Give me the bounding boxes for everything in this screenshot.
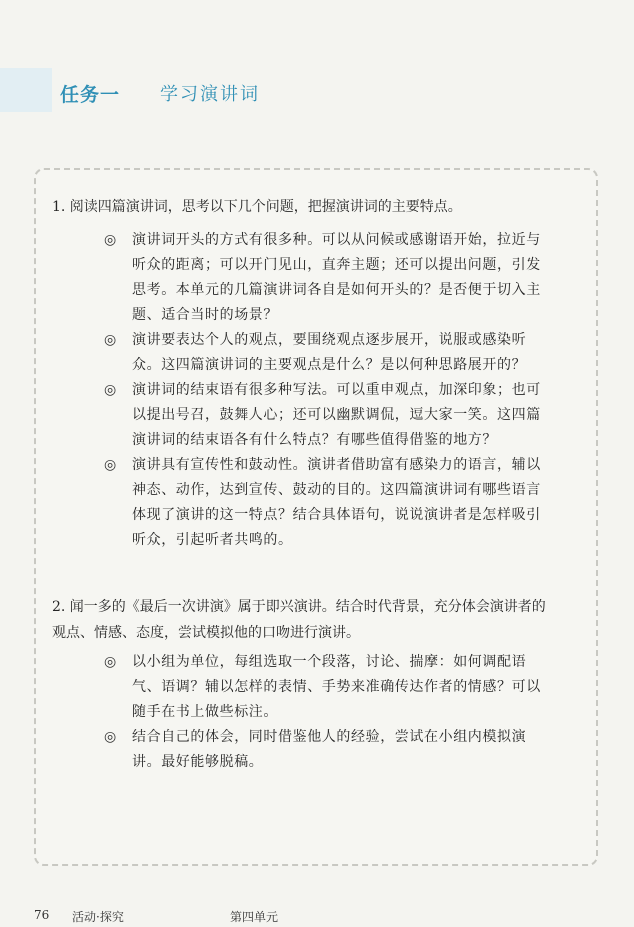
bullet-text: 演讲具有宣传性和鼓动性。演讲者借助富有感染力的语言，辅以神态、动作，达到宣传、鼓动的目的。这四篇演讲词有哪些语言体现了演讲的这一特点？结合具体语句，说说演讲者是怎样吸引听众，引起听者共鸣的。 [132,457,541,548]
question-1-bullets [104,228,544,553]
bullet-mark-icon: ◎ [104,382,117,398]
bullet-mark-icon: ◎ [104,729,117,745]
task-header [60,76,260,110]
bullet-text: 演讲词的结束语有很多种写法。可以重申观点，加深印象；也可以提出号召，鼓舞人心；还可以幽默调侃，逗大家一笑。这四篇演讲词的结束语各有什么特点？有哪些值得借鉴的地方？ [132,382,541,448]
bullet-item [104,378,544,453]
page-footer [0,908,634,927]
bullet-item [104,228,544,328]
bullet-item [104,725,544,775]
bullet-text: 演讲要表达个人的观点，要围绕观点逐步展开，说服或感染听众。这四篇演讲词的主要观点是什么？是以何种思路展开的？ [132,332,527,373]
question-2: 2. 闻一多的《最后一次讲演》属于即兴演讲。结合时代背景，充分体会演讲者的观点、情感、态度，尝试模拟他的口吻进行演讲。 [52,599,546,641]
bullet-mark-icon: ◎ [104,232,117,248]
question-2-bullets [104,650,544,775]
task-title: 学习演讲词 [160,84,261,105]
bullet-text: 演讲词开头的方式有很多种。可以从问候或感谢语开始，拉近与听众的距离；可以开门见山，直奔主题；还可以提出问题，引发思考。本单元的几篇演讲词各自是如何开头的？是否便于切入主题、适合当时的场景？ [132,232,541,323]
footer-section: 活动·探究 [72,910,124,924]
question-1: 1. 阅读四篇演讲词，思考以下几个问题，把握演讲词的主要特点。 [52,199,462,215]
bullet-text: 结合自己的体会，同时借鉴他人的经验，尝试在小组内模拟演讲。最好能够脱稿。 [132,729,527,770]
bullet-item [104,328,544,378]
bullet-item [104,453,544,553]
bullet-mark-icon: ◎ [104,654,117,670]
page-number: 76 [34,908,50,922]
bullet-text: 以小组为单位，每组选取一个段落，讨论、揣摩：如何调配语气、语调？辅以怎样的表情、手势来准确传达作者的情感？可以随手在书上做些标注。 [132,654,541,720]
header-accent-stripe [0,68,52,112]
bullet-mark-icon: ◎ [104,457,117,473]
bullet-item [104,650,544,725]
footer-unit: 第四单元 [230,910,279,924]
bullet-mark-icon: ◎ [104,332,117,348]
task-label: 任务一 [60,83,121,106]
